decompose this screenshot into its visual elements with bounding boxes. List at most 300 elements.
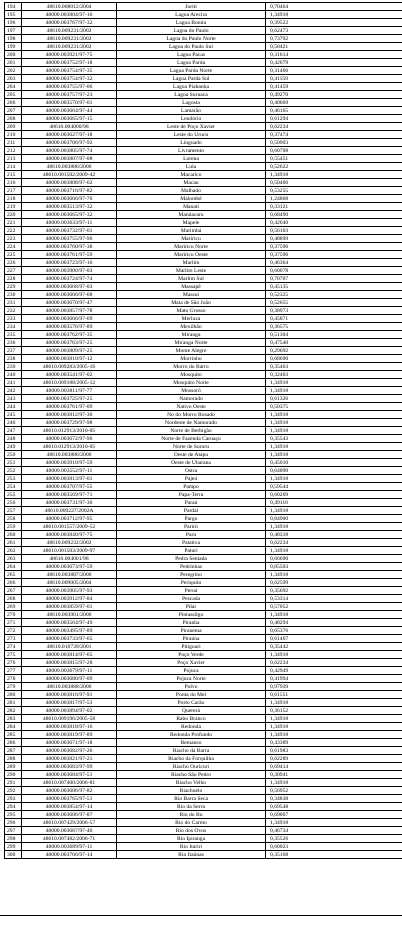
value-cell: 0,48318: [266, 531, 402, 539]
value-cell: 0,43389: [266, 739, 402, 747]
process-number-cell: 48000.003707/97-55: [22, 483, 117, 491]
table-row: [5, 507, 402, 515]
row-number-cell: 240: [5, 371, 22, 379]
row-number-cell: 264: [5, 563, 22, 571]
field-name-cell: Juriti: [117, 3, 266, 11]
field-name-cell: Polvo: [117, 683, 266, 691]
process-number-cell: 48610.007400/2006-81: [22, 779, 117, 787]
row-number-cell: 210: [5, 131, 22, 139]
table-row: [5, 59, 402, 67]
row-number-cell: 238: [5, 355, 22, 363]
field-name-cell: Marlim: [117, 259, 266, 267]
value-cell: 0,48899: [266, 235, 402, 243]
row-number-cell: 243: [5, 395, 22, 403]
field-name-cell: Rabo Branco: [117, 715, 266, 723]
row-number-cell: 283: [5, 715, 22, 723]
value-cell: 0,68690: [266, 355, 402, 363]
process-number-cell: 48000.003682/97-26: [22, 747, 117, 755]
row-number-cell: 294: [5, 803, 22, 811]
value-cell: 0,35463: [266, 363, 402, 371]
field-name-cell: Namorado: [117, 395, 266, 403]
row-number-cell: 287: [5, 747, 22, 755]
row-number-cell: 245: [5, 411, 22, 419]
process-number-cell: 48000.003706/97-92: [22, 139, 117, 147]
table-row: [5, 763, 402, 771]
process-number-cell: 48000.003821/97-21: [22, 755, 117, 763]
process-number-cell: 48610.001557/2009-52: [22, 523, 117, 531]
table-row: [5, 475, 402, 483]
field-name-cell: Massapê: [117, 283, 266, 291]
field-name-cell: Lamarão: [117, 107, 266, 115]
process-number-cell: 48000.003495/97-89: [22, 627, 117, 635]
table-row: [5, 315, 402, 323]
field-name-cell: Norte de Berbigão: [117, 427, 266, 435]
value-cell: 0,35168: [266, 851, 402, 859]
field-name-cell: Mariricu Norte: [117, 243, 266, 251]
row-number-cell: 289: [5, 763, 22, 771]
table-row: [5, 715, 402, 723]
value-cell: 0,61326: [266, 395, 402, 403]
table-body: [5, 3, 402, 859]
table-row: [5, 155, 402, 163]
value-cell: 0,39522: [266, 19, 402, 27]
row-number-cell: 203: [5, 75, 22, 83]
row-number-cell: 211: [5, 139, 22, 147]
process-number-cell: 48000.003686/97-82: [22, 787, 117, 795]
field-name-cell: Redonda Profundo: [117, 731, 266, 739]
field-name-cell: Pajeú: [117, 475, 266, 483]
row-number-cell: 252: [5, 467, 22, 475]
table-row: [5, 691, 402, 699]
field-name-cell: Nativo Oeste: [117, 403, 266, 411]
row-number-cell: 209: [5, 123, 22, 131]
field-name-cell: Mosquito Norte: [117, 379, 266, 387]
process-number-cell: 48610.009231/2002: [22, 43, 117, 51]
process-number-cell: 48000.003854/97-14: [22, 803, 117, 811]
table-row: [5, 787, 402, 795]
field-name-cell: Leste de Poço Xavier: [117, 123, 266, 131]
row-number-cell: 212: [5, 147, 22, 155]
process-number-cell: 48000.003570/97-01: [22, 99, 117, 107]
process-number-cell: 48000.003724/97-74: [22, 275, 117, 283]
row-number-cell: 276: [5, 659, 22, 667]
process-number-cell: 48610.009196/2005-58: [22, 715, 117, 723]
table-row: [5, 827, 402, 835]
table-row: [5, 467, 402, 475]
table-row: [5, 211, 402, 219]
row-number-cell: 295: [5, 811, 22, 819]
field-name-cell: Mato Grosso: [117, 307, 266, 315]
table-row: [5, 163, 402, 171]
row-number-cell: 228: [5, 275, 22, 283]
field-name-cell: Piraúna: [117, 635, 266, 643]
row-number-cell: 277: [5, 667, 22, 675]
table-row: [5, 571, 402, 579]
field-name-cell: Paraú: [117, 499, 266, 507]
field-name-cell: Mariricu: [117, 235, 266, 243]
table-row: [5, 603, 402, 611]
value-cell: 1,34918: [266, 427, 402, 435]
table-row: [5, 803, 402, 811]
table-row: [5, 363, 402, 371]
value-cell: 0,69548: [266, 803, 402, 811]
value-cell: 0,42640: [266, 219, 402, 227]
row-number-cell: 279: [5, 683, 22, 691]
row-number-cell: 300: [5, 851, 22, 859]
table-row: [5, 235, 402, 243]
process-number-cell: 48000.003812/97-30: [22, 411, 117, 419]
table-row: [5, 131, 402, 139]
process-number-cell: 48000.003819/97-89: [22, 731, 117, 739]
field-name-cell: Lorena: [117, 155, 266, 163]
process-number-cell: 48000.003757/97-23: [22, 91, 117, 99]
value-cell: 0,58421: [266, 43, 402, 51]
process-number-cell: 48000.003818/97-16: [22, 723, 117, 731]
field-name-cell: Mata de São João: [117, 299, 266, 307]
value-cell: 1,34918: [266, 651, 402, 659]
table-row: [5, 339, 402, 347]
process-number-cell: 48000.003732/97-01: [22, 227, 117, 235]
value-cell: 0,45135: [266, 283, 402, 291]
value-cell: 0,52325: [266, 291, 402, 299]
field-name-cell: Oeste de Ubarana: [117, 459, 266, 467]
value-cell: 0,35692: [266, 587, 402, 595]
field-name-cell: Merluza: [117, 315, 266, 323]
field-name-cell: Pojuca Norte: [117, 675, 266, 683]
table-row: [5, 139, 402, 147]
process-number-cell: 48610.007482/2006-71: [22, 835, 117, 843]
value-cell: 0,62289: [266, 755, 402, 763]
table-row: [5, 35, 402, 43]
value-cell: 0,46165: [266, 107, 402, 115]
row-number-cell: 207: [5, 107, 22, 115]
table-row: [5, 251, 402, 259]
table-row: [5, 187, 402, 195]
row-number-cell: 199: [5, 43, 22, 51]
field-name-cell: Norte de Fazenda Caruaçu: [117, 435, 266, 443]
value-cell: 0,50903: [266, 139, 402, 147]
row-number-cell: 282: [5, 707, 22, 715]
row-number-cell: 197: [5, 27, 22, 35]
table-row: [5, 443, 402, 451]
table-row: [5, 403, 402, 411]
process-number-cell: 48000.003552/97-11: [22, 467, 117, 475]
value-cell: 1,34918: [266, 507, 402, 515]
row-number-cell: 237: [5, 347, 22, 355]
value-cell: 0,36575: [266, 323, 402, 331]
value-cell: 1,34918: [266, 419, 402, 427]
field-name-cell: Miranga Norte: [117, 339, 266, 347]
row-number-cell: 219: [5, 203, 22, 211]
process-number-cell: 48000.003912/97-84: [22, 595, 117, 603]
table-row: [5, 851, 402, 859]
process-number-cell: 48610.001502/2009-42: [22, 171, 117, 179]
process-number-cell: 48000.003840/97-75: [22, 531, 117, 539]
row-number-cell: 251: [5, 459, 22, 467]
table-row: [5, 483, 402, 491]
table-row: [5, 43, 402, 51]
field-name-cell: Pedra Sentada: [117, 555, 266, 563]
value-cell: 0,50406: [266, 179, 402, 187]
process-number-cell: 48000.003664/97-44: [22, 107, 117, 115]
value-cell: 0,40669: [266, 99, 402, 107]
process-number-cell: 48610.009227/2002A: [22, 507, 117, 515]
row-number-cell: 263: [5, 555, 22, 563]
row-number-cell: 242: [5, 387, 22, 395]
table-row: [5, 323, 402, 331]
table-row: [5, 539, 402, 547]
table-row: [5, 75, 402, 83]
table-row: [5, 619, 402, 627]
value-cell: 1,34918: [266, 571, 402, 579]
table-row: [5, 531, 402, 539]
process-number-cell: 48000.003804/97-10: [22, 11, 117, 19]
row-number-cell: 265: [5, 571, 22, 579]
process-number-cell: 48000.003805/97-74: [22, 147, 117, 155]
field-name-cell: Riacho da Barra: [117, 747, 266, 755]
row-number-cell: 253: [5, 475, 22, 483]
value-cell: 0,48294: [266, 619, 402, 627]
row-number-cell: 233: [5, 315, 22, 323]
table-row: [5, 267, 402, 275]
process-number-cell: 48000.003671/97-18: [22, 739, 117, 747]
table-row: [5, 275, 402, 283]
row-number-cell: 223: [5, 235, 22, 243]
value-cell: 1,34918: [266, 731, 402, 739]
table-row: [5, 707, 402, 715]
table-row: [5, 227, 402, 235]
row-number-cell: 225: [5, 251, 22, 259]
value-cell: 0,29692: [266, 347, 402, 355]
process-number-cell: 48000.003564/97-49: [22, 619, 117, 627]
table-row: [5, 627, 402, 635]
value-cell: 0,41459: [266, 83, 402, 91]
value-cell: 0,70464: [266, 3, 402, 11]
row-number-cell: 200: [5, 51, 22, 59]
row-number-cell: 258: [5, 515, 22, 523]
table-row: [5, 435, 402, 443]
table-row: [5, 171, 402, 179]
table-row: [5, 107, 402, 115]
table-row: [5, 195, 402, 203]
row-number-cell: 195: [5, 11, 22, 19]
process-number-cell: 48610.009232/2002: [22, 539, 117, 547]
row-number-cell: 296: [5, 819, 22, 827]
row-number-cell: 205: [5, 91, 22, 99]
fields-table: [4, 2, 402, 859]
row-number-cell: 229: [5, 283, 22, 291]
field-name-cell: Piranha: [117, 619, 266, 627]
value-cell: 1,34918: [266, 379, 402, 387]
row-number-cell: 213: [5, 155, 22, 163]
field-name-cell: Lagoa Parda: [117, 59, 266, 67]
value-cell: 0,41994: [266, 675, 402, 683]
row-number-cell: 226: [5, 259, 22, 267]
field-name-cell: Lagoa do Paulo Sul: [117, 43, 266, 51]
row-number-cell: 214: [5, 163, 22, 171]
table-row: [5, 419, 402, 427]
value-cell: 1,34918: [266, 411, 402, 419]
value-cell: 0,53314: [266, 595, 402, 603]
row-number-cell: 208: [5, 115, 22, 123]
field-name-cell: Paru: [117, 531, 266, 539]
value-cell: 0,62599: [266, 579, 402, 587]
row-number-cell: 235: [5, 331, 22, 339]
table-row: [5, 203, 402, 211]
field-name-cell: Livramento: [117, 147, 266, 155]
row-number-cell: 247: [5, 427, 22, 435]
process-number-cell: 48610.003886/2000: [22, 163, 117, 171]
process-number-cell: 48000.003754/97-32: [22, 75, 117, 83]
process-number-cell: 48000.003859/97-01: [22, 603, 117, 611]
process-number-cell: 48000.003752/97-18: [22, 59, 117, 67]
value-cell: 0,61294: [266, 115, 402, 123]
value-cell: 1,34918: [266, 11, 402, 19]
process-number-cell: 48610.008012/2004: [22, 3, 117, 11]
process-number-cell: 48000.003576/97-89: [22, 323, 117, 331]
table-row: [5, 99, 402, 107]
row-number-cell: 293: [5, 795, 22, 803]
value-cell: 0,85503: [266, 563, 402, 571]
value-cell: 0,47540: [266, 339, 402, 347]
table-row: [5, 307, 402, 315]
table-row: [5, 283, 402, 291]
row-number-cell: 273: [5, 635, 22, 643]
table-row: [5, 379, 402, 387]
table-row: [5, 219, 402, 227]
row-number-cell: 255: [5, 491, 22, 499]
field-name-cell: Pojuca: [117, 667, 266, 675]
row-number-cell: 281: [5, 699, 22, 707]
table-row: [5, 179, 402, 187]
process-number-cell: 48000.003760/97-38: [22, 243, 117, 251]
row-number-cell: 248: [5, 435, 22, 443]
value-cell: 1,34918: [266, 715, 402, 723]
row-number-cell: 249: [5, 443, 22, 451]
field-name-cell: Piranema: [117, 627, 266, 635]
row-number-cell: 201: [5, 59, 22, 67]
process-number-cell: 48000.003683/97-99: [22, 763, 117, 771]
value-cell: 1,34918: [266, 523, 402, 531]
field-name-cell: Riacho da Forquilha: [117, 755, 266, 763]
field-name-cell: Riacho Ouricuri: [117, 763, 266, 771]
field-name-cell: Mapele: [117, 219, 266, 227]
row-number-cell: 254: [5, 483, 22, 491]
field-name-cell: Lagoa Suruaca: [117, 91, 266, 99]
table-row: [5, 355, 402, 363]
process-number-cell: 48000.003679/97-11: [22, 667, 117, 675]
row-number-cell: 239: [5, 363, 22, 371]
field-name-cell: Lagosta: [117, 99, 266, 107]
field-name-cell: Massui: [117, 291, 266, 299]
process-number-cell: 48000.003767/97-32: [22, 19, 117, 27]
table-row: [5, 411, 402, 419]
process-number-cell: 48000.003910/97-59: [22, 459, 117, 467]
process-number-cell: 48610.003888/2000: [22, 683, 117, 691]
process-number-cell: 48000.003817/97-53: [22, 699, 117, 707]
field-name-cell: Norte de Sururu: [117, 443, 266, 451]
row-number-cell: 202: [5, 67, 22, 75]
field-name-cell: Nordeste de Namorado: [117, 419, 266, 427]
table-row: [5, 259, 402, 267]
process-number-cell: 48000.003673/97-59: [22, 563, 117, 571]
value-cell: 0,34838: [266, 795, 402, 803]
value-cell: 1,34918: [266, 779, 402, 787]
process-number-cell: 48000.003731/97-30: [22, 499, 117, 507]
field-name-cell: Riacho Velho: [117, 779, 266, 787]
table-row: [5, 515, 402, 523]
row-number-cell: 215: [5, 171, 22, 179]
row-number-cell: 269: [5, 603, 22, 611]
field-name-cell: Rio do Carmo: [117, 819, 266, 827]
row-number-cell: 236: [5, 339, 22, 347]
table-row: [5, 83, 402, 91]
value-cell: 1,34918: [266, 699, 402, 707]
process-number-cell: 48000.003761/97-59: [22, 251, 117, 259]
field-name-cell: Manati: [117, 203, 266, 211]
field-name-cell: Macarico: [117, 171, 266, 179]
table-row: [5, 651, 402, 659]
value-cell: 0,70707: [266, 275, 402, 283]
value-cell: 0,73792: [266, 35, 402, 43]
process-number-cell: 48000.003921/97-75: [22, 51, 117, 59]
field-name-cell: Miranga: [117, 331, 266, 339]
field-name-cell: Pilar: [117, 603, 266, 611]
process-number-cell: 48000.003905/97-93: [22, 587, 117, 595]
process-number-cell: 48610.004001/98: [22, 555, 117, 563]
table-row: [5, 243, 402, 251]
field-name-cell: Marlim Sul: [117, 275, 266, 283]
process-number-cell: 48000.003807/97-08: [22, 155, 117, 163]
process-number-cell: 48000.003666/97-69: [22, 315, 117, 323]
field-name-cell: Lagoa Parda Sul: [117, 75, 266, 83]
table-row: [5, 427, 402, 435]
table-row: [5, 771, 402, 779]
value-cell: 0,59544: [266, 483, 402, 491]
process-number-cell: 48000.003723/97-10: [22, 259, 117, 267]
value-cell: 1,34918: [266, 387, 402, 395]
process-number-cell: 48000.003680/97-09: [22, 675, 117, 683]
field-name-cell: Paririi: [117, 523, 266, 531]
table-row: [5, 347, 402, 355]
field-name-cell: Mosquito: [117, 371, 266, 379]
process-number-cell: 48000.003627/97-18: [22, 131, 117, 139]
field-name-cell: Marlim Leste: [117, 267, 266, 275]
row-number-cell: 216: [5, 179, 22, 187]
field-name-cell: Rio dos Ovos: [117, 827, 266, 835]
process-number-cell: 48000.003808/97-62: [22, 179, 117, 187]
value-cell: 0,37596: [266, 251, 402, 259]
field-name-cell: Papa-Terra: [117, 491, 266, 499]
field-name-cell: Poço Verde: [117, 651, 266, 659]
process-number-cell: 48000.003666/97-70: [22, 195, 117, 203]
field-name-cell: Poço Xavier: [117, 659, 266, 667]
process-number-cell: 48000.003766/97-14: [22, 851, 117, 859]
value-cell: 0,42679: [266, 59, 402, 67]
field-name-cell: Pescada: [117, 595, 266, 603]
table-row: [5, 667, 402, 675]
value-cell: 0,60708: [266, 147, 402, 155]
value-cell: 1,24868: [266, 195, 402, 203]
row-number-cell: 232: [5, 307, 22, 315]
process-number-cell: 48000.003725/97-25: [22, 395, 117, 403]
field-name-cell: Lagoa Parda Norte: [117, 67, 266, 75]
process-number-cell: 48000.003665/97-15: [22, 115, 117, 123]
field-name-cell: Pitiguari: [117, 643, 266, 651]
row-number-cell: 221: [5, 219, 22, 227]
value-cell: 0,35543: [266, 435, 402, 443]
table-row: [5, 291, 402, 299]
